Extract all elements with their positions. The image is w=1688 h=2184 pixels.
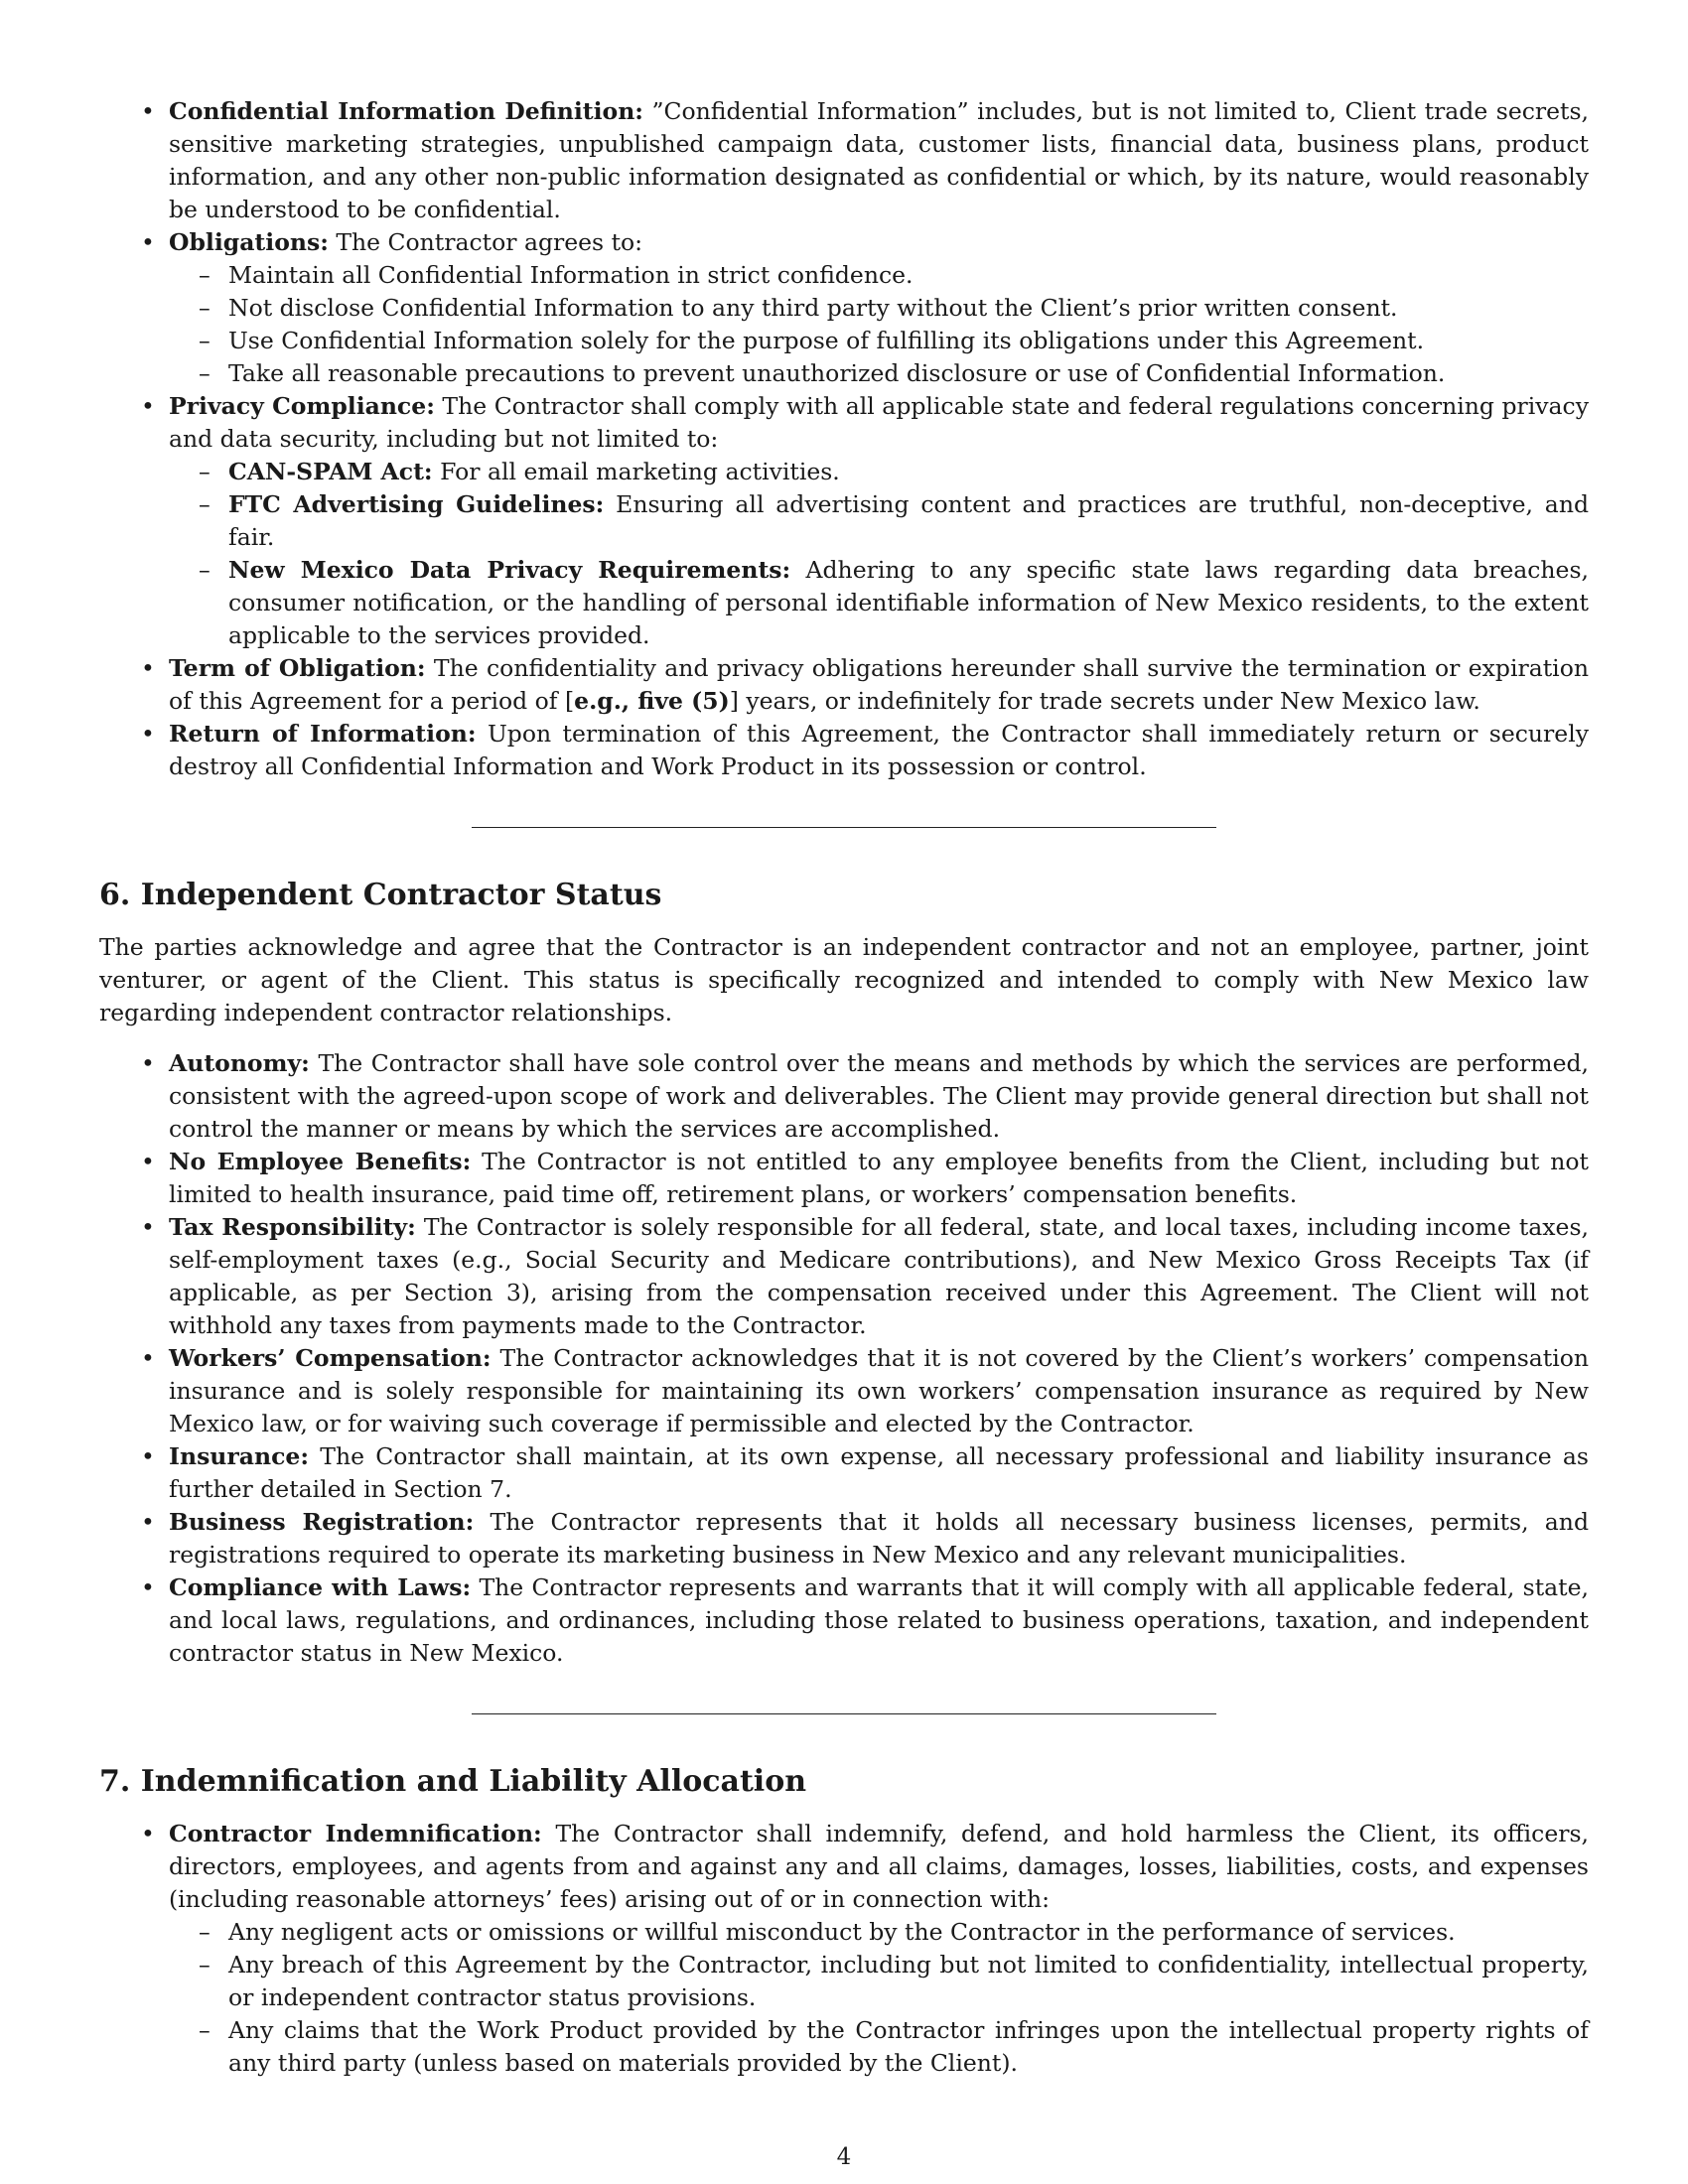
sublist-item: – Not disclose Confidential Information to any third party without the Client’s prior written consent. bbox=[228, 292, 1589, 325]
sublist-label: New Mexico Data Privacy Requirements: bbox=[228, 556, 791, 584]
sublist-label: CAN-SPAM Act: bbox=[228, 458, 433, 485]
list-item bbox=[169, 718, 1589, 783]
item-text: The confidentiality and privacy obligations hereunder shall survive the termination or expiration of this Agreement for a period of [ bbox=[169, 654, 1589, 715]
placeholder-term: e.g., five (5) bbox=[574, 687, 730, 715]
list-item bbox=[169, 95, 1589, 226]
sublist-item bbox=[228, 554, 1589, 652]
list-item bbox=[169, 1146, 1589, 1211]
item-label: Contractor Indemnification: bbox=[169, 1820, 542, 1847]
section-heading: 6. Independent Contractor Status bbox=[99, 878, 662, 912]
list-item bbox=[169, 1571, 1589, 1670]
item-label: Confidential Information Definition: bbox=[169, 97, 643, 125]
item-text: The Contractor is not entitled to any employee benefits from the Client, including but not limited to health insurance, paid time off, retirement plans, or workers’ compensation benefits. bbox=[169, 1148, 1589, 1208]
item-text: The Contractor shall have sole control over the means and methods by which the services are performed, consistent with the agreed-upon scope of work and deliverables. The Client may provide general direction but shall not control the manner or means by which the services are accomplished. bbox=[169, 1049, 1589, 1143]
item-text: The Contractor shall comply with all applicable state and federal regulations concerning privacy and data security, including but not limited to: bbox=[169, 392, 1589, 453]
confidentiality-list bbox=[99, 95, 1589, 783]
privacy-sublist bbox=[169, 456, 1589, 652]
sublist-item: – Any breach of this Agreement by the Contractor, including but not limited to confidentiality, intellectual property, or independent contractor status provisions. bbox=[228, 1949, 1589, 2014]
item-text: ] years, or indefinitely for trade secrets under New Mexico law. bbox=[729, 687, 1480, 715]
sublist-item: – Maintain all Confidential Information in strict confidence. bbox=[228, 259, 1589, 292]
item-text: The Contractor shall indemnify, defend, and hold harmless the Client, its officers, directors, employees, and agents from and against any and all claims, damages, losses, liabilities, costs, and expenses (including reasonable attorneys’ fees) arising out of or in connection with: bbox=[169, 1820, 1590, 1913]
item-label: No Employee Benefits: bbox=[169, 1148, 472, 1175]
list-item bbox=[169, 652, 1589, 718]
sublist-item: – Any claims that the Work Product provided by the Contractor infringes upon the intellectual property rights of any third party (unless based on materials provided by the Client). bbox=[228, 2014, 1589, 2080]
item-label: Return of Information: bbox=[169, 720, 477, 748]
section-divider bbox=[472, 1713, 1216, 1714]
item-text: The Contractor agrees to: bbox=[328, 228, 643, 256]
list-item bbox=[169, 1440, 1589, 1506]
sublist-label: FTC Advertising Guidelines: bbox=[228, 490, 605, 518]
item-label: Insurance: bbox=[169, 1442, 310, 1470]
sublist-item bbox=[228, 456, 1589, 488]
item-label: Privacy Compliance: bbox=[169, 392, 435, 420]
item-text: The Contractor is solely responsible for all federal, state, and local taxes, including income taxes, self-employment taxes (e.g., Social Security and Medicare contributions), and New Mexico Gross Receipts Tax (if applicable, as per Section 3), arising from the compensation received under this Agreement. The Client will not withhold any taxes from payments made to the Contractor. bbox=[169, 1213, 1589, 1339]
sublist-text: Adhering to any specific state laws regarding data breaches, consumer notification, or the handling of personal identifiable information of New Mexico residents, to the extent applicable to the services provided. bbox=[228, 556, 1589, 649]
list-item bbox=[169, 1047, 1589, 1146]
list-item bbox=[169, 1818, 1589, 2080]
item-label: Business Registration: bbox=[169, 1508, 475, 1536]
list-item bbox=[169, 1506, 1589, 1571]
sublist-item: – Any negligent acts or omissions or willful misconduct by the Contractor in the performance of services. bbox=[228, 1916, 1589, 1949]
sublist-item: – Use Confidential Information solely for the purpose of fulfilling its obligations under this Agreement. bbox=[228, 325, 1589, 357]
list-item bbox=[169, 390, 1589, 652]
sublist-text: Ensuring all advertising content and practices are truthful, non-deceptive, and fair. bbox=[228, 490, 1589, 551]
item-text: Upon termination of this Agreement, the Contractor shall immediately return or securely destroy all Confidential Information and Work Product in its possession or control. bbox=[169, 720, 1589, 780]
item-text: ”Confidential Information” includes, but is not limited to, Client trade secrets, sensitive marketing strategies, unpublished campaign data, customer lists, financial data, business plans, product information, and any other non-public information designated as confidential or which, by its nature, would reasonably be understood to be confidential. bbox=[169, 97, 1590, 223]
sublist-item: – Take all reasonable precautions to prevent unauthorized disclosure or use of Confidential Information. bbox=[228, 357, 1589, 390]
document-page bbox=[99, 95, 1589, 2080]
item-label: Compliance with Laws: bbox=[169, 1573, 472, 1601]
item-label: Workers’ Compensation: bbox=[169, 1344, 492, 1372]
list-item bbox=[169, 1342, 1589, 1440]
item-text: The Contractor represents and warrants that it will comply with all applicable federal, state, and local laws, regulations, and ordinances, including those related to business operations, taxation, and independent contractor status in New Mexico. bbox=[169, 1573, 1589, 1667]
item-text: The Contractor represents that it holds all necessary business licenses, permits, and registrations required to operate its marketing business in New Mexico and any relevant municipalities. bbox=[169, 1508, 1589, 1569]
section-heading: 7. Indemnification and Liability Allocation bbox=[99, 1764, 807, 1799]
indemnification-list bbox=[99, 1818, 1589, 2080]
sublist-text: For all email marketing activities. bbox=[432, 458, 840, 485]
list-item bbox=[169, 226, 1589, 390]
item-label: Term of Obligation: bbox=[169, 654, 426, 682]
section-divider bbox=[472, 827, 1216, 828]
section-intro: The parties acknowledge and agree that the Contractor is an independent contractor and not an employee, partner, joint venturer, or agent of the Client. This status is specifically recognized and intended to comply with New Mexico law regarding independent contractor relationships. bbox=[99, 933, 1589, 1026]
indemnification-sublist bbox=[169, 1916, 1589, 2080]
contractor-status-list bbox=[99, 1047, 1589, 1670]
item-label: Tax Responsibility: bbox=[169, 1213, 416, 1241]
page-number: 4 bbox=[836, 2144, 852, 2170]
item-label: Autonomy: bbox=[169, 1049, 310, 1077]
obligations-sublist bbox=[169, 259, 1589, 390]
list-item bbox=[169, 1211, 1589, 1342]
sublist-item bbox=[228, 488, 1589, 554]
item-text: The Contractor acknowledges that it is not covered by the Client’s workers’ compensation insurance and is solely responsible for maintaining its own workers’ compensation insurance as required by New Mexico law, or for waiving such coverage if permissible and elected by the Contractor. bbox=[169, 1344, 1590, 1437]
item-text: The Contractor shall maintain, at its own expense, all necessary professional and liability insurance as further detailed in Section 7. bbox=[169, 1442, 1589, 1503]
item-label: Obligations: bbox=[169, 228, 329, 256]
